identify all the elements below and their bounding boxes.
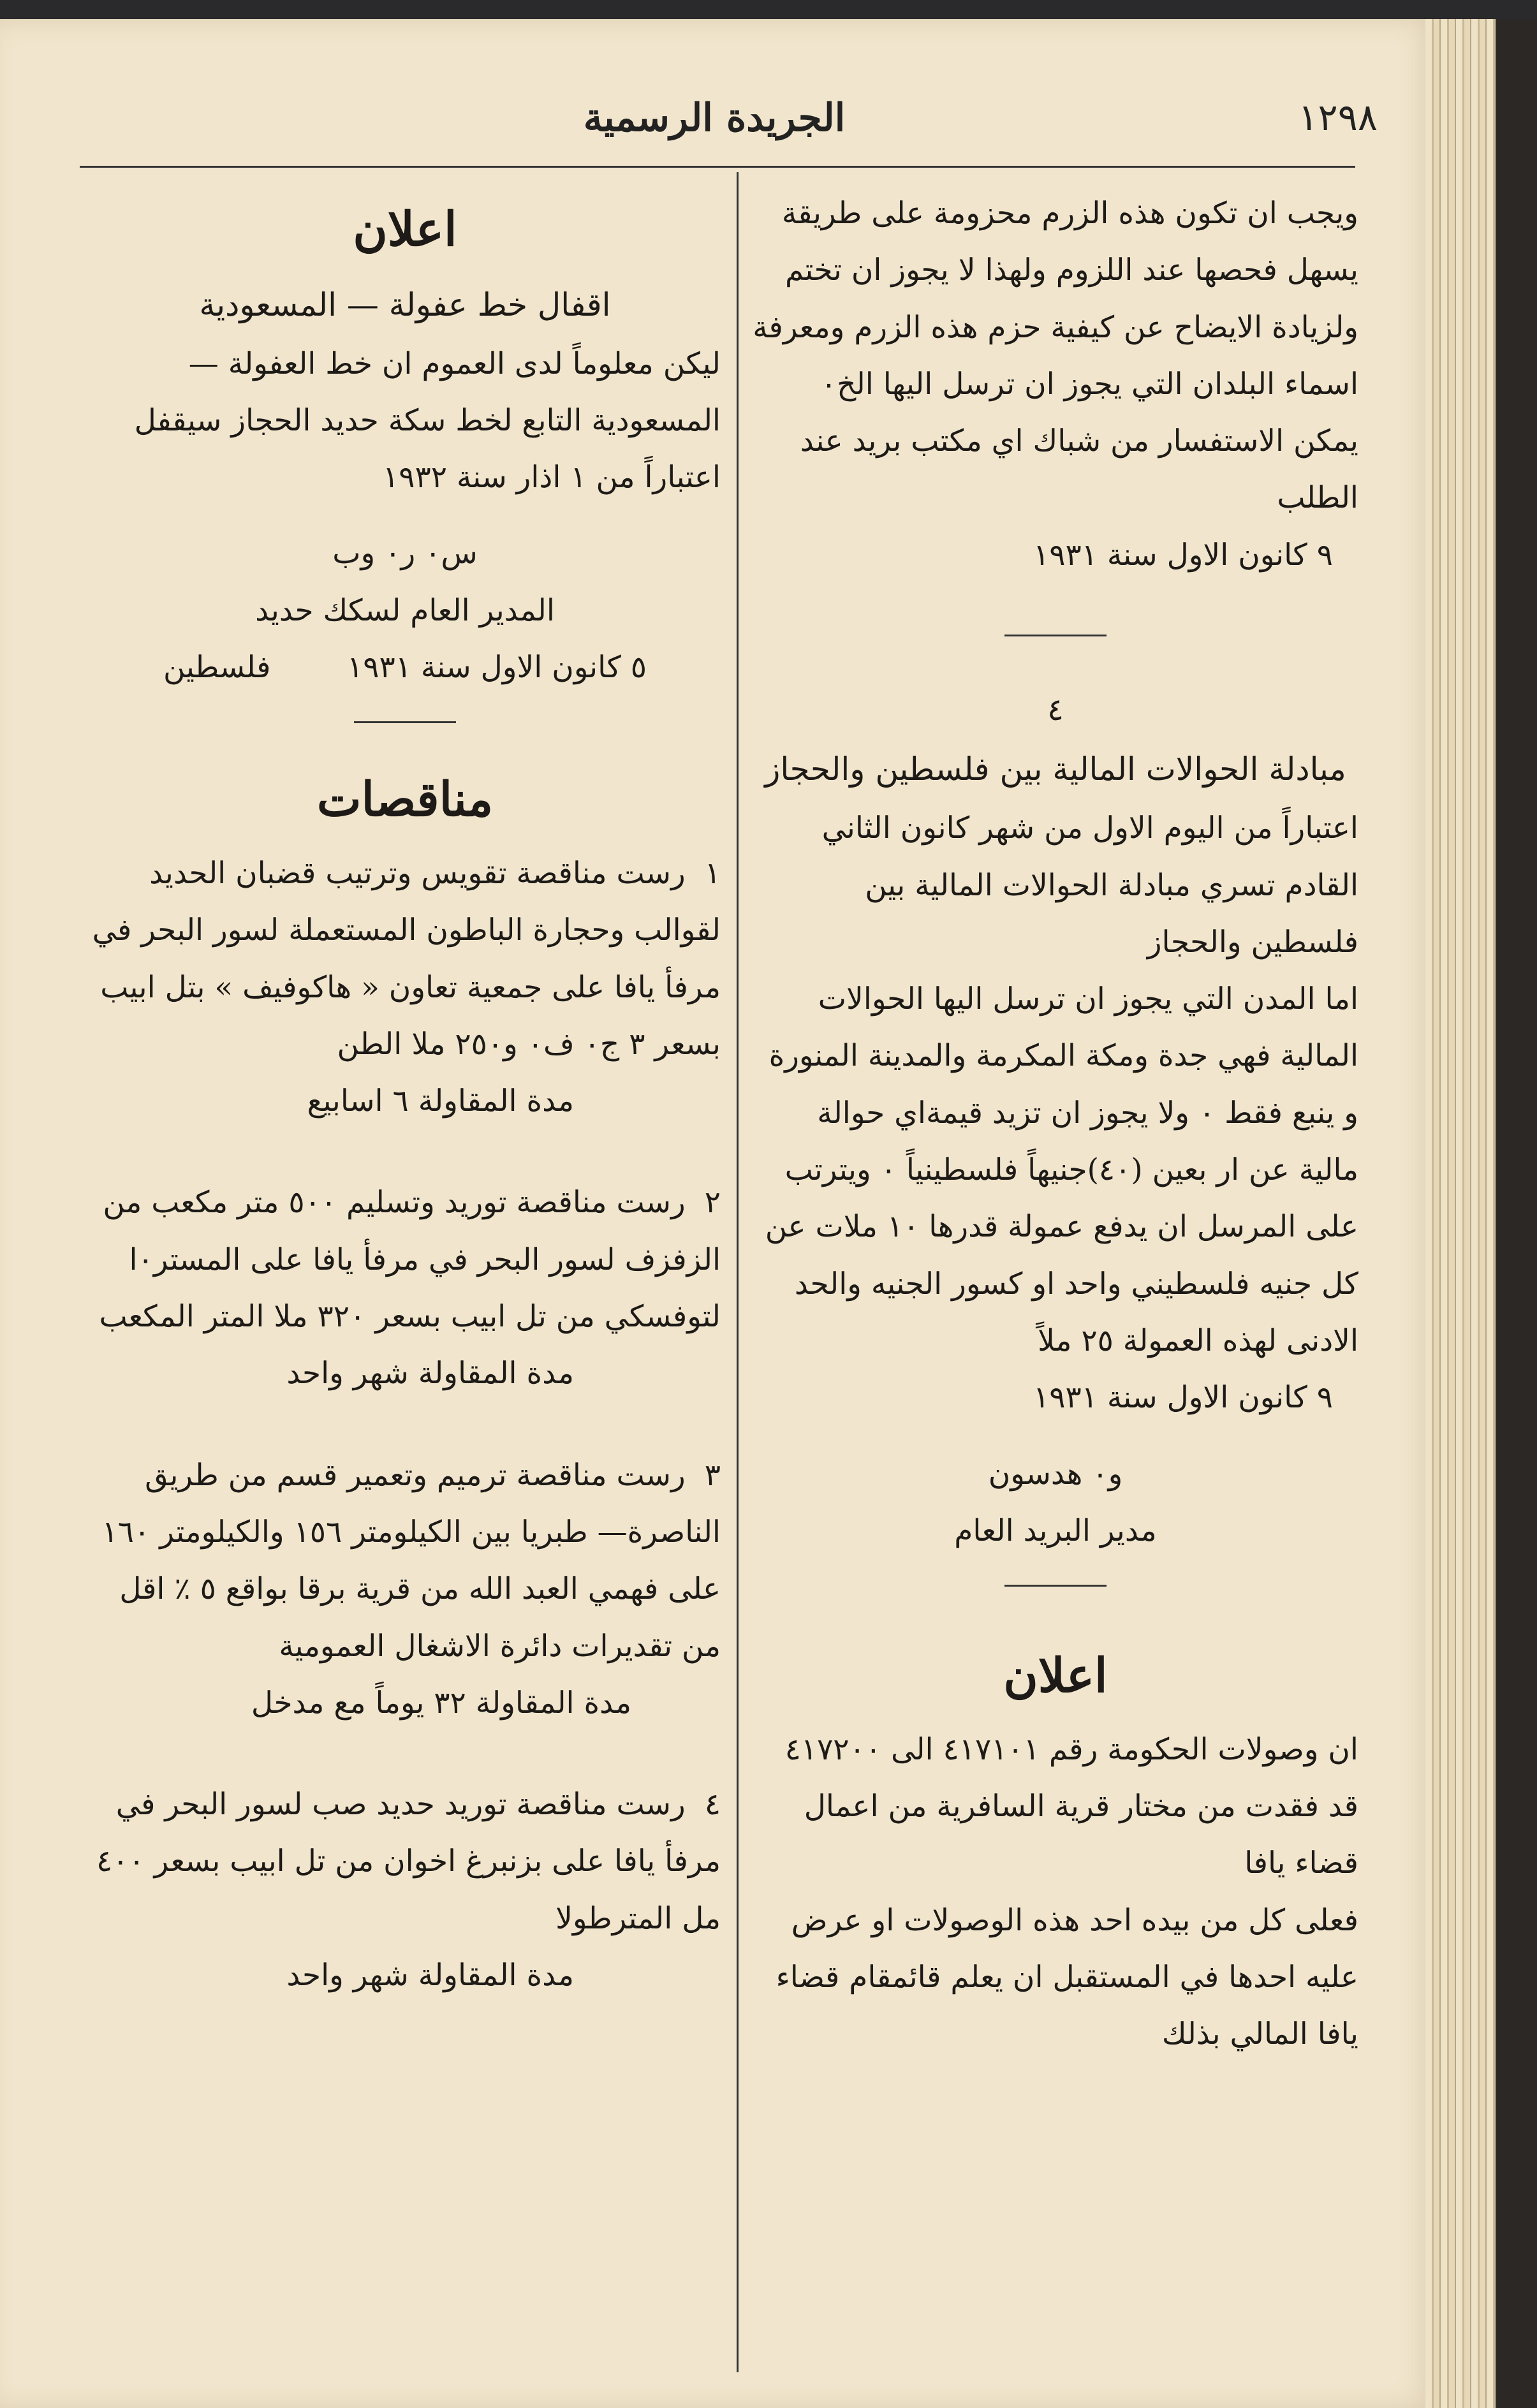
date-line: ٩ كانون الاول سنة ١٩٣١ — [1033, 537, 1333, 573]
signatory-name: و٠ هدسون — [988, 1456, 1123, 1492]
section-divider — [1004, 1585, 1107, 1587]
tender-duration: مدة المقاولة ٣٢ يوماً مع مدخل — [251, 1685, 631, 1721]
date-line: ٥ كانون الاول سنة ١٩٣١ — [346, 650, 647, 686]
tender-item — [89, 1174, 721, 1402]
tender-text: ٢رست مناقصة توريد وتسليم ٥٠٠ متر مكعب من الزفزف لسور البحر في مرفأ يافا على المستر٠ا لتوفسكي من تل ابيب بسعر ٣٢٠ ملا المتر المكعب — [89, 1174, 721, 1345]
section-divider — [354, 721, 456, 723]
tender-number: ٤ — [704, 1787, 721, 1823]
header-rule — [80, 166, 1355, 168]
tender-duration: مدة المقاولة شهر واحد — [286, 1356, 574, 1391]
book-cover-edge — [1496, 19, 1537, 2408]
section-title: مبادلة الحوالات المالية بين فلسطين والحجاز — [765, 751, 1346, 788]
section-number: ٤ — [1047, 692, 1064, 728]
notice-heading: اعلان — [353, 202, 457, 257]
tender-number: ٢ — [704, 1185, 721, 1221]
tender-item — [89, 1776, 721, 2004]
section-divider — [1004, 635, 1107, 636]
tender-duration: مدة المقاولة ٦ اسابيع — [307, 1083, 574, 1119]
tender-duration: مدة المقاولة شهر واحد — [286, 1958, 574, 1993]
tenders-heading: مناقصات — [316, 772, 494, 828]
notice-paragraph: ان وصولات الحكومة رقم ٤١٧١٠١ الى ٤١٧٢٠٠ قد فقدت من مختار قرية السافرية من اعمال قضاء يافا — [784, 1731, 1358, 1881]
date-and-place — [89, 639, 721, 696]
exchange-paragraph-1: اعتباراً من اليوم الاول من شهر كانون الثاني القادم تسري مبادلة الحوالات المالية بين فلسطين والحجاز — [821, 811, 1358, 960]
tender-item — [89, 1447, 721, 1731]
signatory-place: فلسطين — [163, 650, 271, 686]
tender-number: ٣ — [704, 1457, 721, 1493]
clarify-paragraph: ولزيادة الايضاح عن كيفية حزم هذه الزرم ومعرفة اسماء البلدان التي يجوز ان ترسل اليها الخ٠ يمكن الاستفسار من شباك اي مكتب بريد عند الطلب — [753, 309, 1358, 516]
signatory-title: مدير البريد العام — [954, 1513, 1157, 1548]
signatory-title: المدير العام لسكك حديد — [255, 592, 555, 628]
notice-paragraph: ليكن معلوماً لدى العموم ان خط العفولة — المسعودية التابع لخط سكة حديد الحجاز سيقفل اعتباراً من ١ اذار سنة ١٩٣٢ — [134, 346, 721, 496]
tender-text: ١رست مناقصة تقويس وترتيب قضبان الحديد لقوالب وحجارة الباطون المستعملة لسور البحر في مرفأ يافا على جمعية تعاون « هاكوفيف » بتل ابيب بسعر ٣ ج٠ ف٠ و٢٥٠ ملا الطن — [89, 845, 721, 1073]
tender-item — [89, 845, 721, 1129]
notice-paragraph: فعلى كل من بيده احد هذه الوصولات او عرض عليه احدها في المستقبل ان يعلم قائمقام قضاء يافا المالي بذلك — [776, 1902, 1358, 2052]
exchange-paragraph-2: اما المدن التي يجوز ان ترسل اليها الحوالات المالية فهي جدة ومكة المكرمة والمدينة المنورة و ينبع فقط ٠ ولا يجوز ان تزيد قيمةاي حوالة مالية عن ار بعين (٤٠)جنيهاً فلسطينياً ٠ ويترتب على المرسل ان يدفع عمولة قدرها ١٠ ملات عن كل جنيه فلسطيني واحد او كسور الجنيه والحد الادنى لهذه العمولة ٢٥ ملاً — [765, 981, 1358, 1358]
page-header — [51, 96, 1378, 166]
signatory-initials: س٠ ر٠ وب — [332, 536, 478, 571]
page-number: ١٢٩٨ — [1298, 96, 1378, 139]
left-column — [89, 185, 721, 2048]
journal-title: الجريدة الرسمية — [583, 96, 846, 140]
notice-subheading: اقفال خط عفولة — المسعودية — [199, 286, 611, 323]
tender-number: ١ — [704, 855, 721, 891]
tender-text: ٤رست مناقصة توريد حديد صب لسور البحر في مرفأ يافا على بزنبرغ اخوان من تل ابيب بسعر ٤٠٠ مل المترطولا — [89, 1776, 721, 1947]
right-column — [753, 185, 1358, 2063]
signature-block — [89, 525, 721, 696]
notice-heading: اعلان — [1003, 1648, 1108, 1704]
column-divider — [737, 172, 739, 2372]
date-line: ٩ كانون الاول سنة ١٩٣١ — [1033, 1380, 1333, 1416]
tender-text: ٣رست مناقصة ترميم وتعمير قسم من طريق الناصرة— طبريا بين الكيلومتر ١٥٦ والكيلومتر ١٦٠ على فهمي العبد الله من قرية برقا بواقع ٥ ٪ اقل من تقديرات دائرة الاشغال العمومية — [89, 1447, 721, 1675]
intro-paragraph: ويجب ان تكون هذه الزرم محزومة على طريقة يسهل فحصها عند اللزوم ولهذا لا يجوز ان تختم — [781, 196, 1358, 288]
signature-block — [753, 1446, 1358, 1560]
